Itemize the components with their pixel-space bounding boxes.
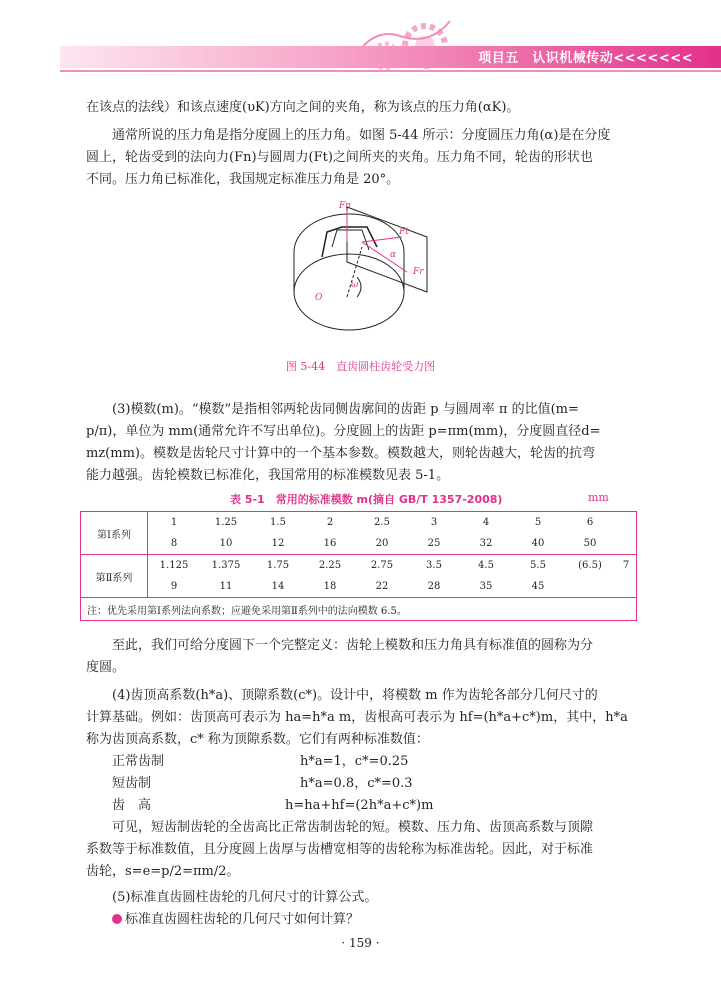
standard-value-height: h=ha+hf=(2h*a+c*)m — [285, 798, 434, 813]
table-cell: 1.25 — [214, 517, 238, 528]
paragraph-2-line-1: 通常所说的压力角是指分度圆上的压力角。如图 5-44 所示：分度圆压力角(α)是在分度 — [112, 128, 611, 143]
table-cell: 20 — [375, 538, 389, 549]
standard-name-normal: 正常齿制 — [112, 754, 165, 769]
table-cell: 2 — [326, 517, 334, 528]
paragraph-6-line-1: 可见，短齿制齿轮的全齿高比正常齿制齿轮的短。模数、压力角、齿顶高系数与顶隙 — [112, 820, 594, 835]
paragraph-2-line-2: 圆上，轮齿受到的法向力(Fn)与圆周力(Ft)之间所夹的夹角。压力角不同，轮齿的形状也 — [86, 150, 593, 165]
table-cell: 50 — [583, 538, 597, 549]
question-text: 标准直齿圆柱齿轮的几何尺寸如何计算？ — [125, 912, 360, 927]
table-cell: 10 — [219, 538, 233, 549]
table-cell: 7 — [622, 560, 630, 571]
paragraph-3-line-3: mz(mm)。模数是齿轮尺寸计算中的一个基本参数。模数越大，则轮齿越大，轮齿的抗弯 — [86, 446, 595, 461]
table-cell: 18 — [323, 581, 337, 592]
omega-label: ω — [351, 280, 359, 290]
paragraph-3-line-2: p/π)，单位为 mm(通常允许不写出单位)。分度圆上的齿距 p=πm(mm)，分度圆直径d= — [86, 424, 601, 439]
table-cell: 2.5 — [374, 517, 390, 528]
table-cell: 8 — [170, 538, 178, 549]
chapter-title: 项目五 认识机械传动<<<<<<< — [478, 51, 693, 66]
table-cell: (6.5) — [578, 560, 602, 571]
fr-label: Fr — [413, 267, 424, 277]
paragraph-5-line-3: 称为齿顶高系数，c* 称为顶隙系数。它们有两种标准数值： — [86, 732, 429, 747]
table-cell: 6 — [586, 517, 594, 528]
table-cell: 14 — [271, 581, 285, 592]
paragraph-6-line-3: 齿轮，s=e=p/2=πm/2。 — [86, 864, 240, 879]
table-cell: 16 — [323, 538, 337, 549]
table-cell: 3 — [430, 517, 438, 528]
bullet-icon — [112, 914, 122, 924]
table-cell: 28 — [427, 581, 441, 592]
table-cell: 35 — [479, 581, 493, 592]
paragraph-1-line-1: 在该点的法线）和该点速度(υK)方向之间的夹角，称为该点的压力角(αK)。 — [86, 100, 520, 115]
table-cell: 1.75 — [266, 560, 290, 571]
table-note: 注：优先采用第Ⅰ系列法向系数；应避免采用第Ⅱ系列中的法向模数 6.5。 — [81, 598, 637, 621]
table-cell: 22 — [375, 581, 389, 592]
table-cell: 5 — [534, 517, 542, 528]
fn-label: Fn — [339, 201, 352, 211]
table-cell: 2.25 — [318, 560, 342, 571]
paragraph-5-line-2: 计算基础。例如：齿顶高可表示为 ha=h*a m，齿根高可表示为 hf=(h*a+c*)m，其中，h*a — [86, 710, 628, 725]
table-cell: 1.5 — [270, 517, 286, 528]
table-cell: 40 — [531, 538, 545, 549]
table-row — [81, 598, 637, 621]
alpha-label: α — [390, 250, 397, 260]
page-header — [0, 0, 721, 88]
series-1-label: 第Ⅰ系列 — [81, 512, 148, 555]
header-rule — [60, 70, 721, 72]
standard-value-normal: h*a=1，c*=0.25 — [300, 754, 409, 769]
question-line — [112, 909, 359, 931]
table-row — [81, 555, 637, 598]
standard-module-table — [80, 511, 637, 621]
paragraph-2-line-3: 不同。压力角已标准化，我国规定标准压力角是 20°。 — [86, 172, 400, 187]
paragraph-3-line-1: (3)模数(m)。“模数”是指相邻两轮齿同侧齿廓间的齿距 p 与圆周率 π 的比值(m= — [112, 402, 579, 417]
series-1-values — [148, 512, 637, 555]
page-number: · 159 · — [341, 936, 380, 950]
table-row — [81, 512, 637, 555]
table-cell: 1.125 — [159, 560, 189, 571]
series-2-values — [148, 555, 637, 598]
table-cell: 11 — [219, 581, 233, 592]
table-cell: 3.5 — [426, 560, 442, 571]
ft-label: Ft — [399, 227, 409, 237]
paragraph-4-line-1: 至此，我们可给分度圆下一个完整定义：齿轮上模数和压力角具有标准值的圆称为分 — [112, 638, 594, 653]
table-cell: 45 — [531, 581, 545, 592]
standard-name-height: 齿 高 — [112, 798, 152, 813]
table-cell: 12 — [271, 538, 285, 549]
series-2-label: 第Ⅱ系列 — [81, 555, 148, 598]
gear-force-figure — [287, 192, 437, 342]
table-unit: mm — [588, 491, 609, 504]
standard-name-short: 短齿制 — [112, 776, 152, 791]
table-cell: 4.5 — [478, 560, 494, 571]
table-cell: 4 — [482, 517, 490, 528]
table-cell: 2.75 — [370, 560, 394, 571]
standard-value-short: h*a=0.8，c*=0.3 — [300, 776, 413, 791]
table-caption: 表 5-1 常用的标准模数 m(摘自 GB/T 1357-2008) — [230, 493, 503, 506]
paragraph-3-line-4: 能力越强。齿轮模数已标准化，我国常用的标准模数见表 5-1。 — [86, 468, 450, 483]
paragraph-5-line-1: (4)齿顶高系数(h*a)、顶隙系数(c*)。设计中，将模数 m 作为齿轮各部分几何尺寸的 — [112, 688, 598, 703]
paragraph-4-line-2: 度圆。 — [86, 660, 126, 675]
paragraph-6-line-2: 系数等于标准数值，且分度圆上齿厚与齿槽宽相等的齿轮称为标准齿轮。因此，对于标准 — [86, 842, 594, 857]
table-cell: 5.5 — [530, 560, 546, 571]
table-cell: 32 — [479, 538, 493, 549]
paragraph-7-line-1: (5)标准直齿圆柱齿轮的几何尺寸的计算公式。 — [112, 890, 378, 905]
figure-caption: 图 5-44 直齿圆柱齿轮受力图 — [285, 360, 436, 373]
o-label: O — [315, 293, 323, 303]
table-cell: 9 — [170, 581, 178, 592]
table-cell: 1 — [170, 517, 178, 528]
table-cell: 1.375 — [211, 560, 241, 571]
table-cell: 25 — [427, 538, 441, 549]
